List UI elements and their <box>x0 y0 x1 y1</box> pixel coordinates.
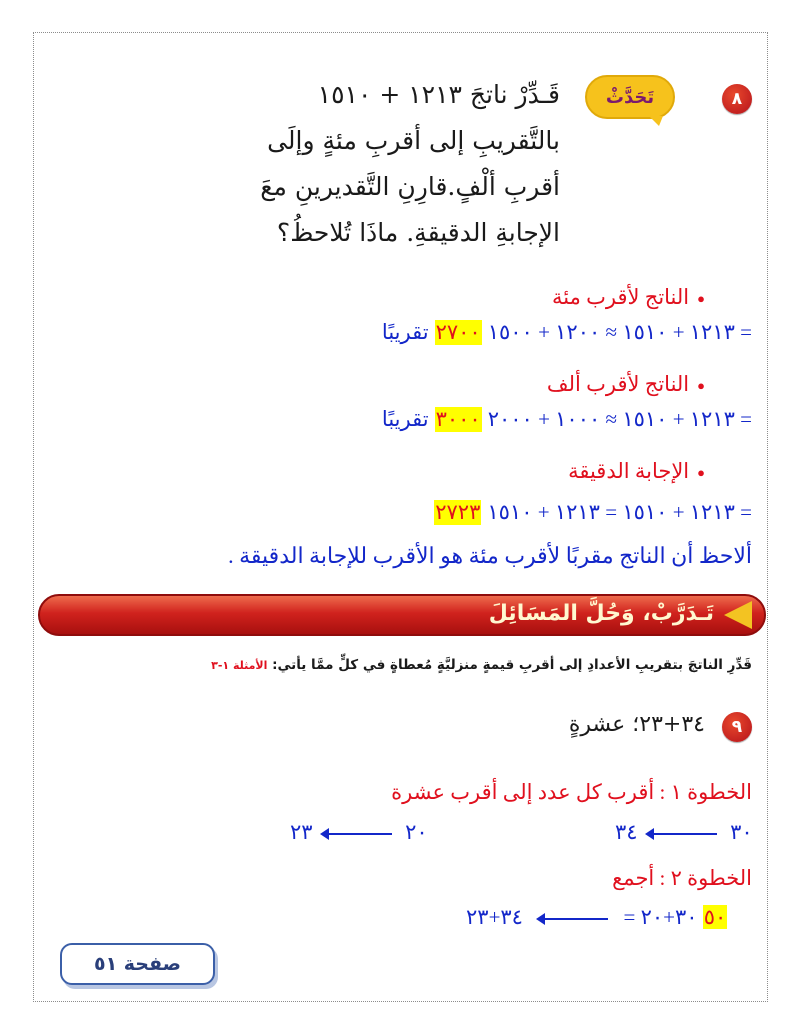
instruction-text: قَدِّرِ الناتجَ بتقريبِ الأعدادِ إلى أقربِ قيمةٍ منزليَّةٍ مُعطاةٍ في كلٍّ ممَّا يأتي: <box>272 657 752 673</box>
hundred-eq-text: ١٢١٣ + ١٥١٠ ≈ ١٢٠٠ + ١٥٠٠ = <box>487 320 752 344</box>
hundred-equation <box>382 320 752 345</box>
section-banner <box>38 594 766 636</box>
examples-reference: الأمثلة ١-٣ <box>211 659 268 672</box>
step-1-text: الخطوة ١ : أقرب كل عدد إلى أقرب عشرة <box>391 780 752 804</box>
sum-from: ٣٤+٢٣ <box>466 905 523 929</box>
exact-eq-text: ١٢١٣ + ١٥١٠ = ١٢١٣ + ١٥١٠ = <box>487 500 752 524</box>
round-pair-1 <box>615 820 753 845</box>
question-line: قَـدِّرْ ناتجَ ١٢١٣ + ١٥١٠ <box>317 80 560 109</box>
step-1 <box>391 780 752 805</box>
arrow-left-icon <box>542 918 608 920</box>
arrow-left-icon <box>326 833 392 835</box>
thousand-equation <box>382 407 752 432</box>
problem-9-text: ٣٤+٢٣؛ عشرةٍ <box>568 712 705 737</box>
page-number-box: صفحة ٥١ <box>60 943 215 985</box>
exact-result: ٢٧٢٣ <box>435 500 481 524</box>
pair-2-from: ٢٣ <box>290 820 313 844</box>
sum-mid: ٣٠+٢٠ = <box>623 905 698 929</box>
round-pair-2 <box>290 820 428 845</box>
pair-1-from: ٣٤ <box>615 820 638 844</box>
pair-2-to: ٢٠ <box>405 820 428 844</box>
sum-result: ٥٠ <box>703 905 727 929</box>
exact-label: ● الإجابة الدقيقة <box>568 459 705 484</box>
exact-equation <box>434 500 752 525</box>
problem-9-number-badge: ٩ <box>722 712 752 742</box>
sum-line <box>466 905 727 930</box>
section-title: تَـدَرَّبْ، وَحُلَّ المَسَائِلَ <box>488 601 714 626</box>
thousand-label: ● الناتج لأقرب ألف <box>547 372 705 397</box>
thousand-suffix: تقريبًا <box>381 407 429 431</box>
instruction <box>211 657 752 673</box>
talk-badge: تَحَدَّثْ <box>585 75 675 119</box>
step-2-text: الخطوة ٢ : أجمع <box>612 866 752 890</box>
pair-1-to: ٣٠ <box>730 820 753 844</box>
question-line: أقربِ ألْفٍ.قارِنِ التَّقديرينِ معَ <box>260 172 560 201</box>
question-line: الإجابةِ الدقيقةِ. ماذَا تُلاحظُ؟ <box>276 218 560 247</box>
banner-arrow-icon <box>724 601 752 629</box>
problem-8-question <box>120 72 560 256</box>
arrow-left-icon <box>651 833 717 835</box>
hundred-label: ● الناتج لأقرب مئة <box>552 285 705 310</box>
conclusion-text: ألاحظ أن الناتج مقربًا لأقرب مئة هو الأقرب للإجابة الدقيقة . <box>228 543 752 568</box>
thousand-result: ٣٠٠٠ <box>435 407 481 431</box>
thousand-eq-text: ١٢١٣ + ١٥١٠ ≈ ١٠٠٠ + ٢٠٠٠ = <box>487 407 752 431</box>
problem-8-number-badge: ٨ <box>722 84 752 114</box>
hundred-suffix: تقريبًا <box>381 320 429 344</box>
hundred-result: ٢٧٠٠ <box>435 320 481 344</box>
question-line: بالتَّقريبِ إلى أقربِ مئةٍ وإلَى <box>267 126 560 155</box>
